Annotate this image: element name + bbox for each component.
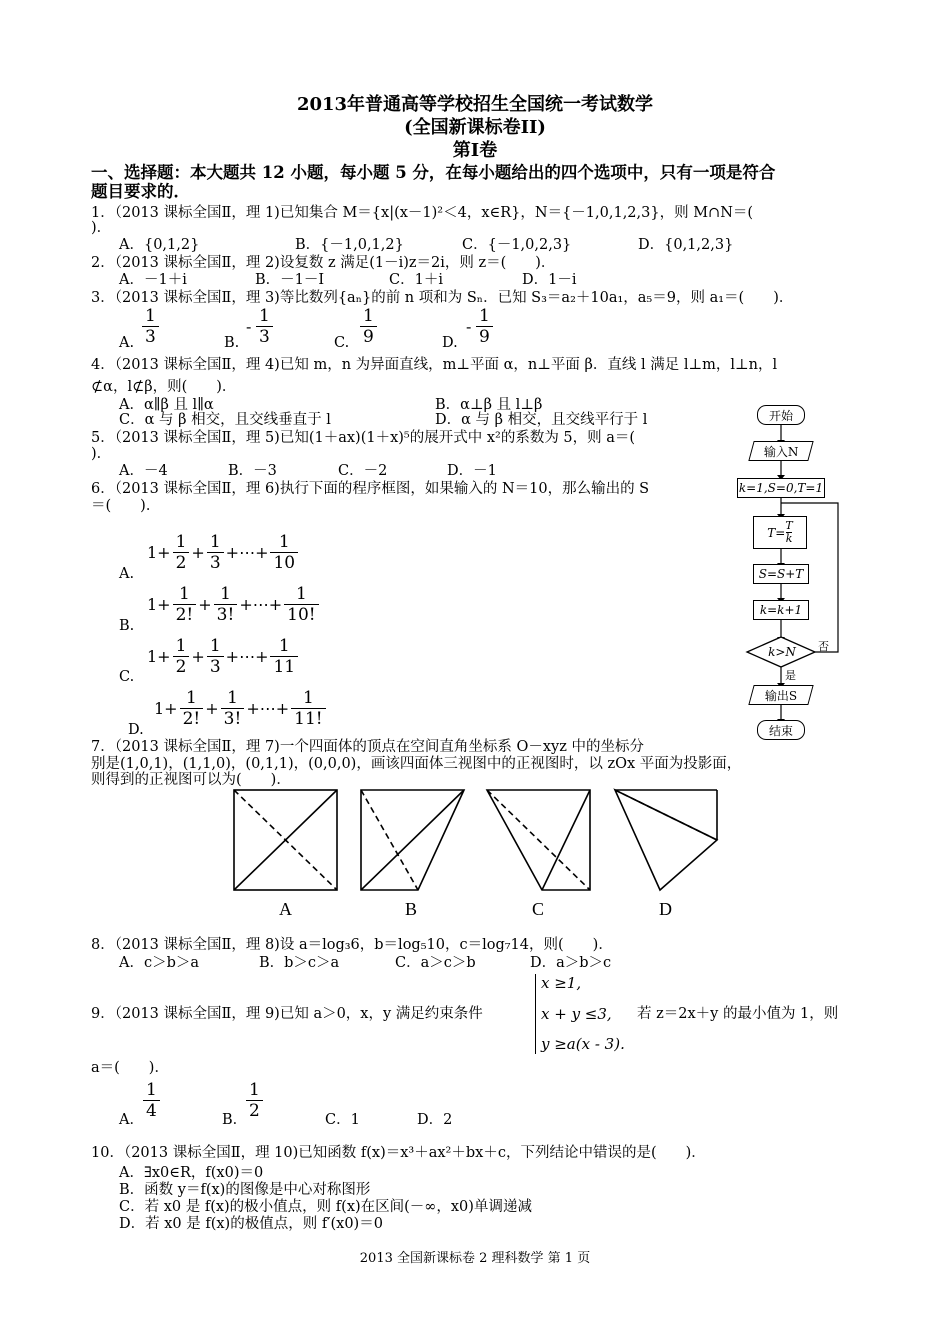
q4-option-c: C．α 与 β 相交，且交线垂直于 l	[119, 412, 331, 428]
q2-option-a: A．－1＋i	[119, 272, 187, 288]
q7-label-c: C	[532, 899, 545, 919]
q9-option-c: C．1	[325, 1112, 360, 1128]
flowchart-yes-label: 是	[785, 669, 796, 682]
q3-c-num: 1	[363, 306, 374, 326]
q10-option-d: D．若 x0 是 f(x)的极值点，则 f′(x0)＝0	[119, 1216, 383, 1232]
q3-a-num: 1	[145, 306, 156, 326]
q6-option-a-expr: 1+ $\frac{1}{2}$ + $\frac{1}{3}$ +⋯+ $\frac{1}{10}$	[147, 532, 300, 573]
q1-option-a: A．{0,1,2}	[119, 237, 200, 253]
q6-option-b-expr: 1+ $\frac{1}{2!}$ + $\frac{1}{3!}$ +⋯+ $\frac{1}{10!}$	[147, 584, 321, 625]
q9-option-b: B．	[222, 1112, 248, 1128]
q7-stem-line3: 则得到的正视图可以为( )．	[91, 772, 291, 788]
flowchart-step-s: S=S+T	[753, 564, 809, 584]
q7-stem-line2: 别是(1,0,1)，(1,1,0)，(0,1,1)，(0,0,0)，画该四面体三视图中的正视图时，以 zOx 平面为投影面，	[91, 756, 742, 772]
q7-label-a: A	[279, 899, 292, 919]
flowchart-init: k=1,S=0,T=1	[737, 478, 825, 498]
q9-stem: 9．（2013 课标全国Ⅱ，理 9)已知 a＞0，x，y 满足约束条件	[91, 1006, 483, 1022]
q7-figure-b	[361, 790, 464, 890]
flowchart-output: 输出S	[748, 685, 813, 705]
q4-stem-cont: ⊄α，l⊄β，则( )．	[91, 379, 237, 395]
q5-option-c: C．－2	[338, 463, 388, 479]
q4-option-a: A．α∥β 且 l∥α	[119, 397, 214, 413]
q5-option-a: A．－4	[119, 463, 168, 479]
q5-stem-cont: )．	[91, 446, 112, 462]
q6-option-b: B.	[119, 618, 135, 634]
q1-stem: 1．（2013 课标全国Ⅱ，理 1)已知集合 M＝{x|(x－1)²＜4，x∈R}，N＝{－1,0,1,2,3}，则 M∩N＝(	[91, 205, 754, 221]
q3-b-num: 1	[259, 306, 270, 326]
q6-option-d: D.	[128, 722, 144, 738]
q1-option-b: B．{－1,0,1,2}	[295, 237, 404, 253]
q7-figure-d	[615, 790, 717, 890]
q9-cond-3: y ≥a(x - 3).	[541, 1035, 625, 1053]
q9-option-b-fraction: $\frac{1}{2}$	[246, 1080, 263, 1121]
q5-option-d: D．－1	[447, 463, 497, 479]
q6-a-lead: 1+	[147, 543, 171, 562]
q10-stem: 10．（2013 课标全国Ⅱ，理 10)已知函数 f(x)＝x³＋ax²＋bx＋c，下列结论中错误的是( )．	[91, 1145, 706, 1161]
q7-figure-c	[487, 790, 590, 890]
flowchart-step-t: T= $\frac{T}{k}$	[753, 516, 807, 549]
q3-d-num: 1	[479, 306, 490, 326]
volume-title: 第Ⅰ卷	[452, 140, 498, 161]
flowchart-step-k: k=k+1	[753, 600, 809, 620]
q7-stem-line1: 7．（2013 课标全国Ⅱ，理 7)一个四面体的顶点在空间直角坐标系 O－xyz 中的坐标分	[91, 739, 644, 755]
q1-stem-cont: )．	[91, 220, 112, 236]
q4-option-b: B．α⊥β 且 l⊥β	[435, 397, 543, 413]
q10-option-b: B．函数 y＝f(x)的图像是中心对称图形	[119, 1182, 371, 1198]
q10-option-c: C．若 x0 是 f(x)的极小值点，则 f(x)在区间(－∞，x0)单调递减	[119, 1199, 532, 1215]
q1-option-c: C．{－1,0,2,3}	[462, 237, 572, 253]
q10-option-a: A．∃x0∈R，f(x0)＝0	[119, 1165, 264, 1181]
q3-option-d: D.	[442, 335, 458, 351]
q9-option-a-fraction: $\frac{1}{4}$	[143, 1080, 160, 1121]
q2-stem: 2．（2013 课标全国Ⅱ，理 2)设复数 z 满足(1－i)z＝2i，则 z＝( )．	[91, 255, 556, 271]
q6-stem: 6．（2013 课标全国Ⅱ，理 6)执行下面的程序框图，如果输入的 N＝10，那么输出的 S	[91, 481, 650, 497]
q2-option-c: C．1＋i	[389, 272, 443, 288]
q5-stem: 5．（2013 课标全国Ⅱ，理 5)已知(1＋ax)(1＋x)⁵的展开式中 x²的系数为 5，则 a＝(	[91, 430, 636, 446]
q9-option-d: D．2	[417, 1112, 453, 1128]
flowchart-input: 输入N	[748, 441, 813, 461]
flowchart-end: 结束	[757, 720, 805, 740]
q5-option-b: B．－3	[228, 463, 277, 479]
q7-label-d: D	[659, 899, 672, 919]
q3-stem: 3．（2013 课标全国Ⅱ，理 3)等比数列{aₙ}的前 n 项和为 Sₙ．已知 S₃＝a₂＋10a₁，a₅＝9，则 a₁＝( )．	[91, 290, 794, 306]
q9-constraint-brace	[535, 974, 536, 1054]
q3-c-den: 9	[360, 326, 377, 347]
q9-cond-1: x ≥1,	[541, 974, 582, 992]
q8-option-c: C．a＞c＞b	[395, 955, 476, 971]
flowchart-condition: k>N	[768, 645, 796, 659]
flowchart-start: 开始	[757, 405, 805, 425]
q3-option-b: B.	[224, 335, 240, 351]
q3-b-den: 3	[256, 326, 273, 347]
exam-subtitle: (全国新课标卷II)	[404, 117, 546, 138]
q7-label-b: B	[405, 899, 418, 919]
q9-option-a: A．	[119, 1112, 144, 1128]
q3-option-c: C.	[334, 335, 350, 351]
q3-option-a: A.	[119, 335, 135, 351]
q2-option-b: B．－1－I	[255, 272, 325, 288]
q8-stem: 8．（2013 课标全国Ⅱ，理 8)设 a＝log₃6，b＝log₅10，c＝log₇14，则( )．	[91, 937, 613, 953]
q9-cond-2: x + y ≤3,	[541, 1005, 612, 1023]
q8-option-a: A．c＞b＞a	[119, 955, 200, 971]
q2-option-d: D．1－i	[522, 272, 577, 288]
q8-option-d: D．a＞b＞c	[530, 955, 612, 971]
q9-stem-cont: a＝( )．	[91, 1060, 169, 1076]
q6-stem-cont: ＝( )．	[91, 498, 161, 514]
page-footer: 2013 全国新课标卷 2 理科数学 第 1 页	[359, 1251, 591, 1266]
q6-option-c-expr: 1+ $\frac{1}{2}$ + $\frac{1}{3}$ +⋯+ $\frac{1}{11}$	[147, 636, 300, 677]
q3-a-den: 3	[142, 326, 159, 347]
flowchart-no-label: 否	[818, 640, 829, 653]
q6-option-a: A.	[119, 566, 135, 582]
q3-b-minus: -	[246, 317, 252, 336]
q4-option-d: D．α 与 β 相交，且交线平行于 l	[435, 412, 648, 428]
q8-option-b: B．b＞c＞a	[259, 955, 340, 971]
section-heading-line1: 一、选择题：本大题共 12 小题，每小题 5 分，在每小题给出的四个选项中，只有一项是符合	[91, 163, 776, 182]
q6-option-c: C.	[119, 669, 135, 685]
q1-option-d: D．{0,1,2,3}	[638, 237, 734, 253]
q3-d-den: 9	[476, 326, 493, 347]
q3-d-minus: -	[466, 317, 472, 336]
q9-stem-after: 若 z＝2x＋y 的最小值为 1，则	[637, 1006, 839, 1022]
q6-option-d-expr: 1+ $\frac{1}{2!}$ + $\frac{1}{3!}$ +⋯+ $\frac{1}{11!}$	[154, 688, 328, 729]
q7-figure-a	[234, 790, 337, 890]
section-heading-line2: 题目要求的．	[91, 182, 190, 201]
exam-title: 2013年普通高等学校招生全国统一考试数学	[296, 94, 654, 115]
q4-stem: 4．（2013 课标全国Ⅱ，理 4)已知 m，n 为异面直线，m⊥平面 α，n⊥平面 β．直线 l 满足 l⊥m，l⊥n，l	[91, 357, 778, 373]
